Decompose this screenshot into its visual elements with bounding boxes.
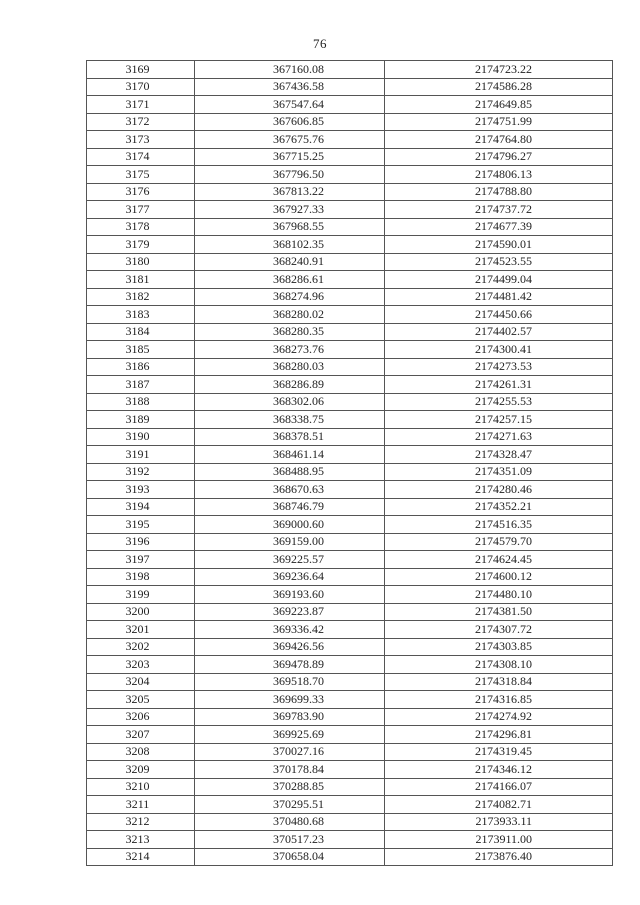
x-coordinate-cell: 367813.22 — [195, 183, 385, 201]
table-row — [87, 148, 613, 166]
x-coordinate-cell: 369236.64 — [195, 568, 385, 586]
point-id-cell: 3189 — [87, 411, 195, 429]
point-id-cell: 3179 — [87, 236, 195, 254]
y-coordinate-cell: 2174351.09 — [385, 463, 613, 481]
y-coordinate-cell: 2174166.07 — [385, 778, 613, 796]
point-id-cell: 3175 — [87, 166, 195, 184]
y-coordinate-cell: 2174481.42 — [385, 288, 613, 306]
coordinate-table-body — [87, 61, 613, 866]
point-id-cell: 3209 — [87, 761, 195, 779]
table-row — [87, 621, 613, 639]
y-coordinate-cell: 2173876.40 — [385, 848, 613, 866]
point-id-cell: 3200 — [87, 603, 195, 621]
x-coordinate-cell: 369225.57 — [195, 551, 385, 569]
table-row — [87, 708, 613, 726]
x-coordinate-cell: 368274.96 — [195, 288, 385, 306]
table-row — [87, 673, 613, 691]
point-id-cell: 3183 — [87, 306, 195, 324]
table-row — [87, 236, 613, 254]
table-row — [87, 831, 613, 849]
x-coordinate-cell: 367675.76 — [195, 131, 385, 149]
x-coordinate-cell: 367796.50 — [195, 166, 385, 184]
point-id-cell: 3173 — [87, 131, 195, 149]
y-coordinate-cell: 2174586.28 — [385, 78, 613, 96]
point-id-cell: 3178 — [87, 218, 195, 236]
point-id-cell: 3211 — [87, 796, 195, 814]
y-coordinate-cell: 2174319.45 — [385, 743, 613, 761]
point-id-cell: 3191 — [87, 446, 195, 464]
x-coordinate-cell: 368302.06 — [195, 393, 385, 411]
table-row — [87, 726, 613, 744]
y-coordinate-cell: 2174257.15 — [385, 411, 613, 429]
point-id-cell: 3214 — [87, 848, 195, 866]
table-row — [87, 271, 613, 289]
y-coordinate-cell: 2174788.80 — [385, 183, 613, 201]
point-id-cell: 3196 — [87, 533, 195, 551]
y-coordinate-cell: 2174308.10 — [385, 656, 613, 674]
x-coordinate-cell: 368286.89 — [195, 376, 385, 394]
point-id-cell: 3177 — [87, 201, 195, 219]
point-id-cell: 3204 — [87, 673, 195, 691]
point-id-cell: 3184 — [87, 323, 195, 341]
table-row — [87, 743, 613, 761]
table-row — [87, 656, 613, 674]
y-coordinate-cell: 2174300.41 — [385, 341, 613, 359]
table-row — [87, 323, 613, 341]
table-row — [87, 96, 613, 114]
y-coordinate-cell: 2174346.12 — [385, 761, 613, 779]
table-row — [87, 218, 613, 236]
table-row — [87, 358, 613, 376]
point-id-cell: 3192 — [87, 463, 195, 481]
point-id-cell: 3198 — [87, 568, 195, 586]
table-row — [87, 341, 613, 359]
point-id-cell: 3171 — [87, 96, 195, 114]
x-coordinate-cell: 368280.02 — [195, 306, 385, 324]
y-coordinate-cell: 2174296.81 — [385, 726, 613, 744]
x-coordinate-cell: 370288.85 — [195, 778, 385, 796]
point-id-cell: 3180 — [87, 253, 195, 271]
table-row — [87, 446, 613, 464]
x-coordinate-cell: 369699.33 — [195, 691, 385, 709]
x-coordinate-cell: 367436.58 — [195, 78, 385, 96]
x-coordinate-cell: 369193.60 — [195, 586, 385, 604]
y-coordinate-cell: 2174516.35 — [385, 516, 613, 534]
y-coordinate-cell: 2174328.47 — [385, 446, 613, 464]
x-coordinate-cell: 367715.25 — [195, 148, 385, 166]
table-row — [87, 463, 613, 481]
y-coordinate-cell: 2174579.70 — [385, 533, 613, 551]
y-coordinate-cell: 2174273.53 — [385, 358, 613, 376]
y-coordinate-cell: 2174677.39 — [385, 218, 613, 236]
x-coordinate-cell: 368338.75 — [195, 411, 385, 429]
y-coordinate-cell: 2174318.84 — [385, 673, 613, 691]
y-coordinate-cell: 2174723.22 — [385, 61, 613, 79]
y-coordinate-cell: 2174450.66 — [385, 306, 613, 324]
y-coordinate-cell: 2174600.12 — [385, 568, 613, 586]
table-row — [87, 183, 613, 201]
coordinate-table — [86, 60, 613, 866]
point-id-cell: 3176 — [87, 183, 195, 201]
point-id-cell: 3195 — [87, 516, 195, 534]
y-coordinate-cell: 2174624.45 — [385, 551, 613, 569]
point-id-cell: 3186 — [87, 358, 195, 376]
x-coordinate-cell: 369478.89 — [195, 656, 385, 674]
point-id-cell: 3208 — [87, 743, 195, 761]
point-id-cell: 3182 — [87, 288, 195, 306]
table-row — [87, 813, 613, 831]
x-coordinate-cell: 370480.68 — [195, 813, 385, 831]
y-coordinate-cell: 2174402.57 — [385, 323, 613, 341]
y-coordinate-cell: 2174480.10 — [385, 586, 613, 604]
y-coordinate-cell: 2174590.01 — [385, 236, 613, 254]
x-coordinate-cell: 369336.42 — [195, 621, 385, 639]
table-row — [87, 411, 613, 429]
point-id-cell: 3174 — [87, 148, 195, 166]
table-row — [87, 376, 613, 394]
x-coordinate-cell: 367606.85 — [195, 113, 385, 131]
table-row — [87, 778, 613, 796]
y-coordinate-cell: 2174261.31 — [385, 376, 613, 394]
table-row — [87, 131, 613, 149]
x-coordinate-cell: 367927.33 — [195, 201, 385, 219]
table-row — [87, 428, 613, 446]
table-row — [87, 253, 613, 271]
x-coordinate-cell: 368102.35 — [195, 236, 385, 254]
y-coordinate-cell: 2174255.53 — [385, 393, 613, 411]
table-row — [87, 393, 613, 411]
x-coordinate-cell: 367968.55 — [195, 218, 385, 236]
y-coordinate-cell: 2174751.99 — [385, 113, 613, 131]
y-coordinate-cell: 2174737.72 — [385, 201, 613, 219]
point-id-cell: 3187 — [87, 376, 195, 394]
x-coordinate-cell: 367547.64 — [195, 96, 385, 114]
y-coordinate-cell: 2174352.21 — [385, 498, 613, 516]
y-coordinate-cell: 2174806.13 — [385, 166, 613, 184]
y-coordinate-cell: 2174796.27 — [385, 148, 613, 166]
y-coordinate-cell: 2174280.46 — [385, 481, 613, 499]
y-coordinate-cell: 2174523.55 — [385, 253, 613, 271]
table-row — [87, 516, 613, 534]
point-id-cell: 3199 — [87, 586, 195, 604]
x-coordinate-cell: 369518.70 — [195, 673, 385, 691]
point-id-cell: 3185 — [87, 341, 195, 359]
point-id-cell: 3181 — [87, 271, 195, 289]
table-row — [87, 533, 613, 551]
table-row — [87, 201, 613, 219]
point-id-cell: 3202 — [87, 638, 195, 656]
y-coordinate-cell: 2174381.50 — [385, 603, 613, 621]
table-row — [87, 568, 613, 586]
point-id-cell: 3190 — [87, 428, 195, 446]
x-coordinate-cell: 369159.00 — [195, 533, 385, 551]
x-coordinate-cell: 368488.95 — [195, 463, 385, 481]
x-coordinate-cell: 369925.69 — [195, 726, 385, 744]
point-id-cell: 3172 — [87, 113, 195, 131]
x-coordinate-cell: 369426.56 — [195, 638, 385, 656]
point-id-cell: 3194 — [87, 498, 195, 516]
y-coordinate-cell: 2174649.85 — [385, 96, 613, 114]
page-number: 76 — [313, 36, 327, 51]
point-id-cell: 3169 — [87, 61, 195, 79]
x-coordinate-cell: 370658.04 — [195, 848, 385, 866]
table-row — [87, 586, 613, 604]
table-row — [87, 481, 613, 499]
table-row — [87, 691, 613, 709]
x-coordinate-cell: 368280.03 — [195, 358, 385, 376]
point-id-cell: 3201 — [87, 621, 195, 639]
y-coordinate-cell: 2173933.11 — [385, 813, 613, 831]
table-row — [87, 638, 613, 656]
y-coordinate-cell: 2174764.80 — [385, 131, 613, 149]
y-coordinate-cell: 2174303.85 — [385, 638, 613, 656]
point-id-cell: 3210 — [87, 778, 195, 796]
table-row — [87, 796, 613, 814]
point-id-cell: 3197 — [87, 551, 195, 569]
y-coordinate-cell: 2174274.92 — [385, 708, 613, 726]
x-coordinate-cell: 370027.16 — [195, 743, 385, 761]
point-id-cell: 3170 — [87, 78, 195, 96]
x-coordinate-cell: 368670.63 — [195, 481, 385, 499]
y-coordinate-cell: 2174316.85 — [385, 691, 613, 709]
x-coordinate-cell: 368286.61 — [195, 271, 385, 289]
point-id-cell: 3213 — [87, 831, 195, 849]
table-row — [87, 498, 613, 516]
point-id-cell: 3203 — [87, 656, 195, 674]
point-id-cell: 3205 — [87, 691, 195, 709]
table-row — [87, 61, 613, 79]
x-coordinate-cell: 370295.51 — [195, 796, 385, 814]
point-id-cell: 3212 — [87, 813, 195, 831]
x-coordinate-cell: 367160.08 — [195, 61, 385, 79]
x-coordinate-cell: 368240.91 — [195, 253, 385, 271]
y-coordinate-cell: 2174307.72 — [385, 621, 613, 639]
table-row — [87, 603, 613, 621]
table-row — [87, 166, 613, 184]
point-id-cell: 3207 — [87, 726, 195, 744]
x-coordinate-cell: 368746.79 — [195, 498, 385, 516]
point-id-cell: 3193 — [87, 481, 195, 499]
point-id-cell: 3188 — [87, 393, 195, 411]
table-row — [87, 78, 613, 96]
x-coordinate-cell: 368378.51 — [195, 428, 385, 446]
x-coordinate-cell: 370178.84 — [195, 761, 385, 779]
table-row — [87, 761, 613, 779]
y-coordinate-cell: 2173911.00 — [385, 831, 613, 849]
table-row — [87, 113, 613, 131]
point-id-cell: 3206 — [87, 708, 195, 726]
x-coordinate-cell: 368461.14 — [195, 446, 385, 464]
table-row — [87, 551, 613, 569]
x-coordinate-cell: 369000.60 — [195, 516, 385, 534]
y-coordinate-cell: 2174271.63 — [385, 428, 613, 446]
x-coordinate-cell: 369223.87 — [195, 603, 385, 621]
x-coordinate-cell: 369783.90 — [195, 708, 385, 726]
x-coordinate-cell: 370517.23 — [195, 831, 385, 849]
table-row — [87, 306, 613, 324]
x-coordinate-cell: 368273.76 — [195, 341, 385, 359]
table-row — [87, 848, 613, 866]
table-row — [87, 288, 613, 306]
y-coordinate-cell: 2174499.04 — [385, 271, 613, 289]
y-coordinate-cell: 2174082.71 — [385, 796, 613, 814]
x-coordinate-cell: 368280.35 — [195, 323, 385, 341]
